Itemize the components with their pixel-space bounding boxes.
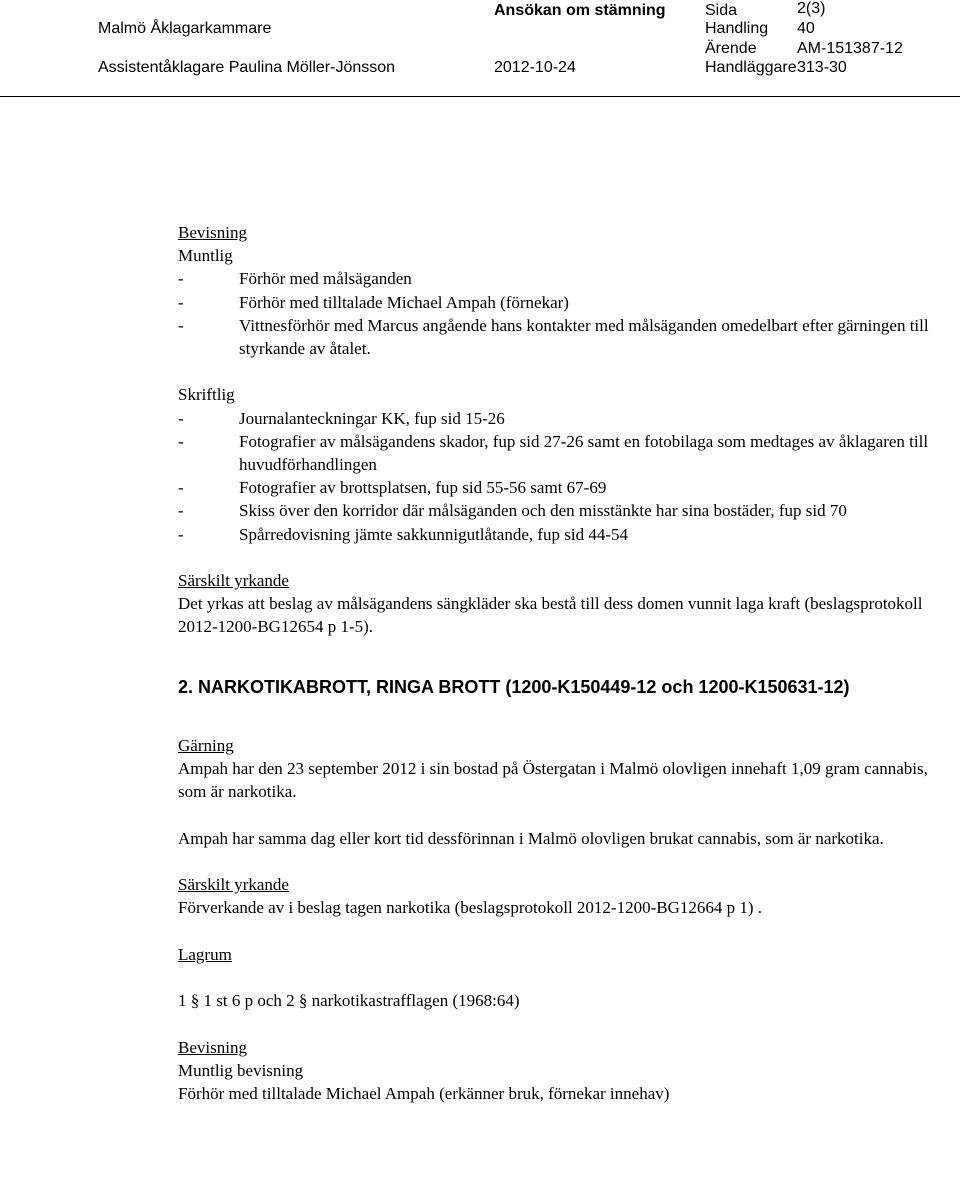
- list-item: - Fotografier av brottsplatsen, fup sid 55-56 samt 67-69: [178, 476, 938, 499]
- list-item-text: Fotografier av brottsplatsen, fup sid 55-56 samt 67-69: [239, 478, 607, 498]
- section-heading: 2. NARKOTIKABROTT, RINGA BROTT (1200-K150449-12 och 1200-K150631-12): [178, 676, 850, 697]
- yrkande-paragraph: Det yrkas att beslag av målsägandens sängkläder ska bestå till dess domen vunnit laga kraft (beslagsprotokoll 2012-1200-BG12654 p 1-5).: [178, 594, 923, 637]
- header-author: Assistentåklagare Paulina Möller-Jönsson: [98, 59, 396, 76]
- garning-heading: Gärning: [178, 736, 234, 755]
- list-item-text: Förhör med målsäganden: [239, 269, 412, 289]
- handling-label: Handling: [705, 20, 769, 37]
- sarskilt-yrkande-heading: Särskilt yrkande: [178, 571, 289, 591]
- lagrum-text: 1 § 1 st 6 p och 2 § narkotikastrafflagen (1968:64): [178, 991, 520, 1011]
- arende-label: Ärende: [705, 40, 757, 57]
- header-divider: [0, 96, 960, 97]
- garning-paragraph: Ampah har samma dag eller kort tid dessförinnan i Malmö olovligen brukat cannabis, som är narkotika.: [178, 828, 884, 848]
- document-body: [178, 221, 938, 1105]
- sarskilt-yrkande-heading: Särskilt yrkande: [178, 875, 289, 895]
- list-item-text: Vittnesförhör med Marcus angående hans kontakter med målsäganden omedelbart efter gärningen till styrkande av åtalet.: [239, 315, 929, 359]
- header-org: Malmö Åklagarkammare: [98, 20, 272, 37]
- list-item: - Vittnesförhör med Marcus angående hans kontakter med målsäganden omedelbart efter gärningen till styrkande av åtalet.: [178, 314, 938, 360]
- handlaggare-value: 313-30: [797, 59, 847, 76]
- sida-value: 2(3): [797, 0, 826, 17]
- forhor-text: Förhör med tilltalade Michael Ampah (erkänner bruk, förnekar innehav): [178, 1083, 670, 1103]
- lagrum-heading: Lagrum: [178, 944, 232, 964]
- list-item-text: Fotografier av målsägandens skador, fup sid 27-26 samt en fotobilaga som medtages av åklagaren till huvudförhandlingen: [239, 431, 929, 475]
- header-date: 2012-10-24: [494, 59, 576, 76]
- list-item: - Fotografier av målsägandens skador, fup sid 27-26 samt en fotobilaga som medtages av åklagaren till huvudförhandlingen: [178, 430, 938, 476]
- list-item-text: Skiss över den korridor där målsäganden och den misstänkte har sina bostäder, fup sid 70: [239, 501, 847, 521]
- list-item-text: Spårredovisning jämte sakkunnigutlåtande, fup sid 44-54: [239, 524, 629, 544]
- list-item: - Förhör med tilltalade Michael Ampah (förnekar): [178, 291, 938, 314]
- bevisning-heading: Bevisning: [178, 223, 247, 242]
- document-title: Ansökan om stämning: [494, 2, 666, 19]
- list-item: - Förhör med målsäganden: [178, 267, 938, 290]
- skriftlig-label: Skriftlig: [178, 385, 235, 405]
- garning-paragraph: Ampah har den 23 september 2012 i sin bostad på Östergatan i Malmö olovligen innehaft 1,09 gram cannabis, som är narkotika.: [178, 759, 928, 802]
- handling-value: 40: [797, 20, 815, 37]
- list-item-text: Journalanteckningar KK, fup sid 15-26: [239, 408, 505, 428]
- yrkande-paragraph: Förverkande av i beslag tagen narkotika (beslagsprotokoll 2012-1200-BG12664 p 1) .: [178, 898, 763, 918]
- list-item: - Spårredovisning jämte sakkunnigutlåtande, fup sid 44-54: [178, 523, 938, 546]
- list-item: - Skiss över den korridor där målsäganden och den misstänkte har sina bostäder, fup sid 70: [178, 499, 938, 522]
- list-item: - Journalanteckningar KK, fup sid 15-26: [178, 407, 938, 430]
- muntlig-label: Muntlig: [178, 246, 233, 266]
- arende-value: AM-151387-12: [797, 40, 903, 57]
- muntlig-bevisning-label: Muntlig bevisning: [178, 1060, 304, 1080]
- bevisning-heading: Bevisning: [178, 1037, 247, 1057]
- sida-label: Sida: [705, 2, 738, 19]
- handlaggare-label: Handläggare: [705, 59, 797, 76]
- list-item-text: Förhör med tilltalade Michael Ampah (förnekar): [239, 292, 569, 312]
